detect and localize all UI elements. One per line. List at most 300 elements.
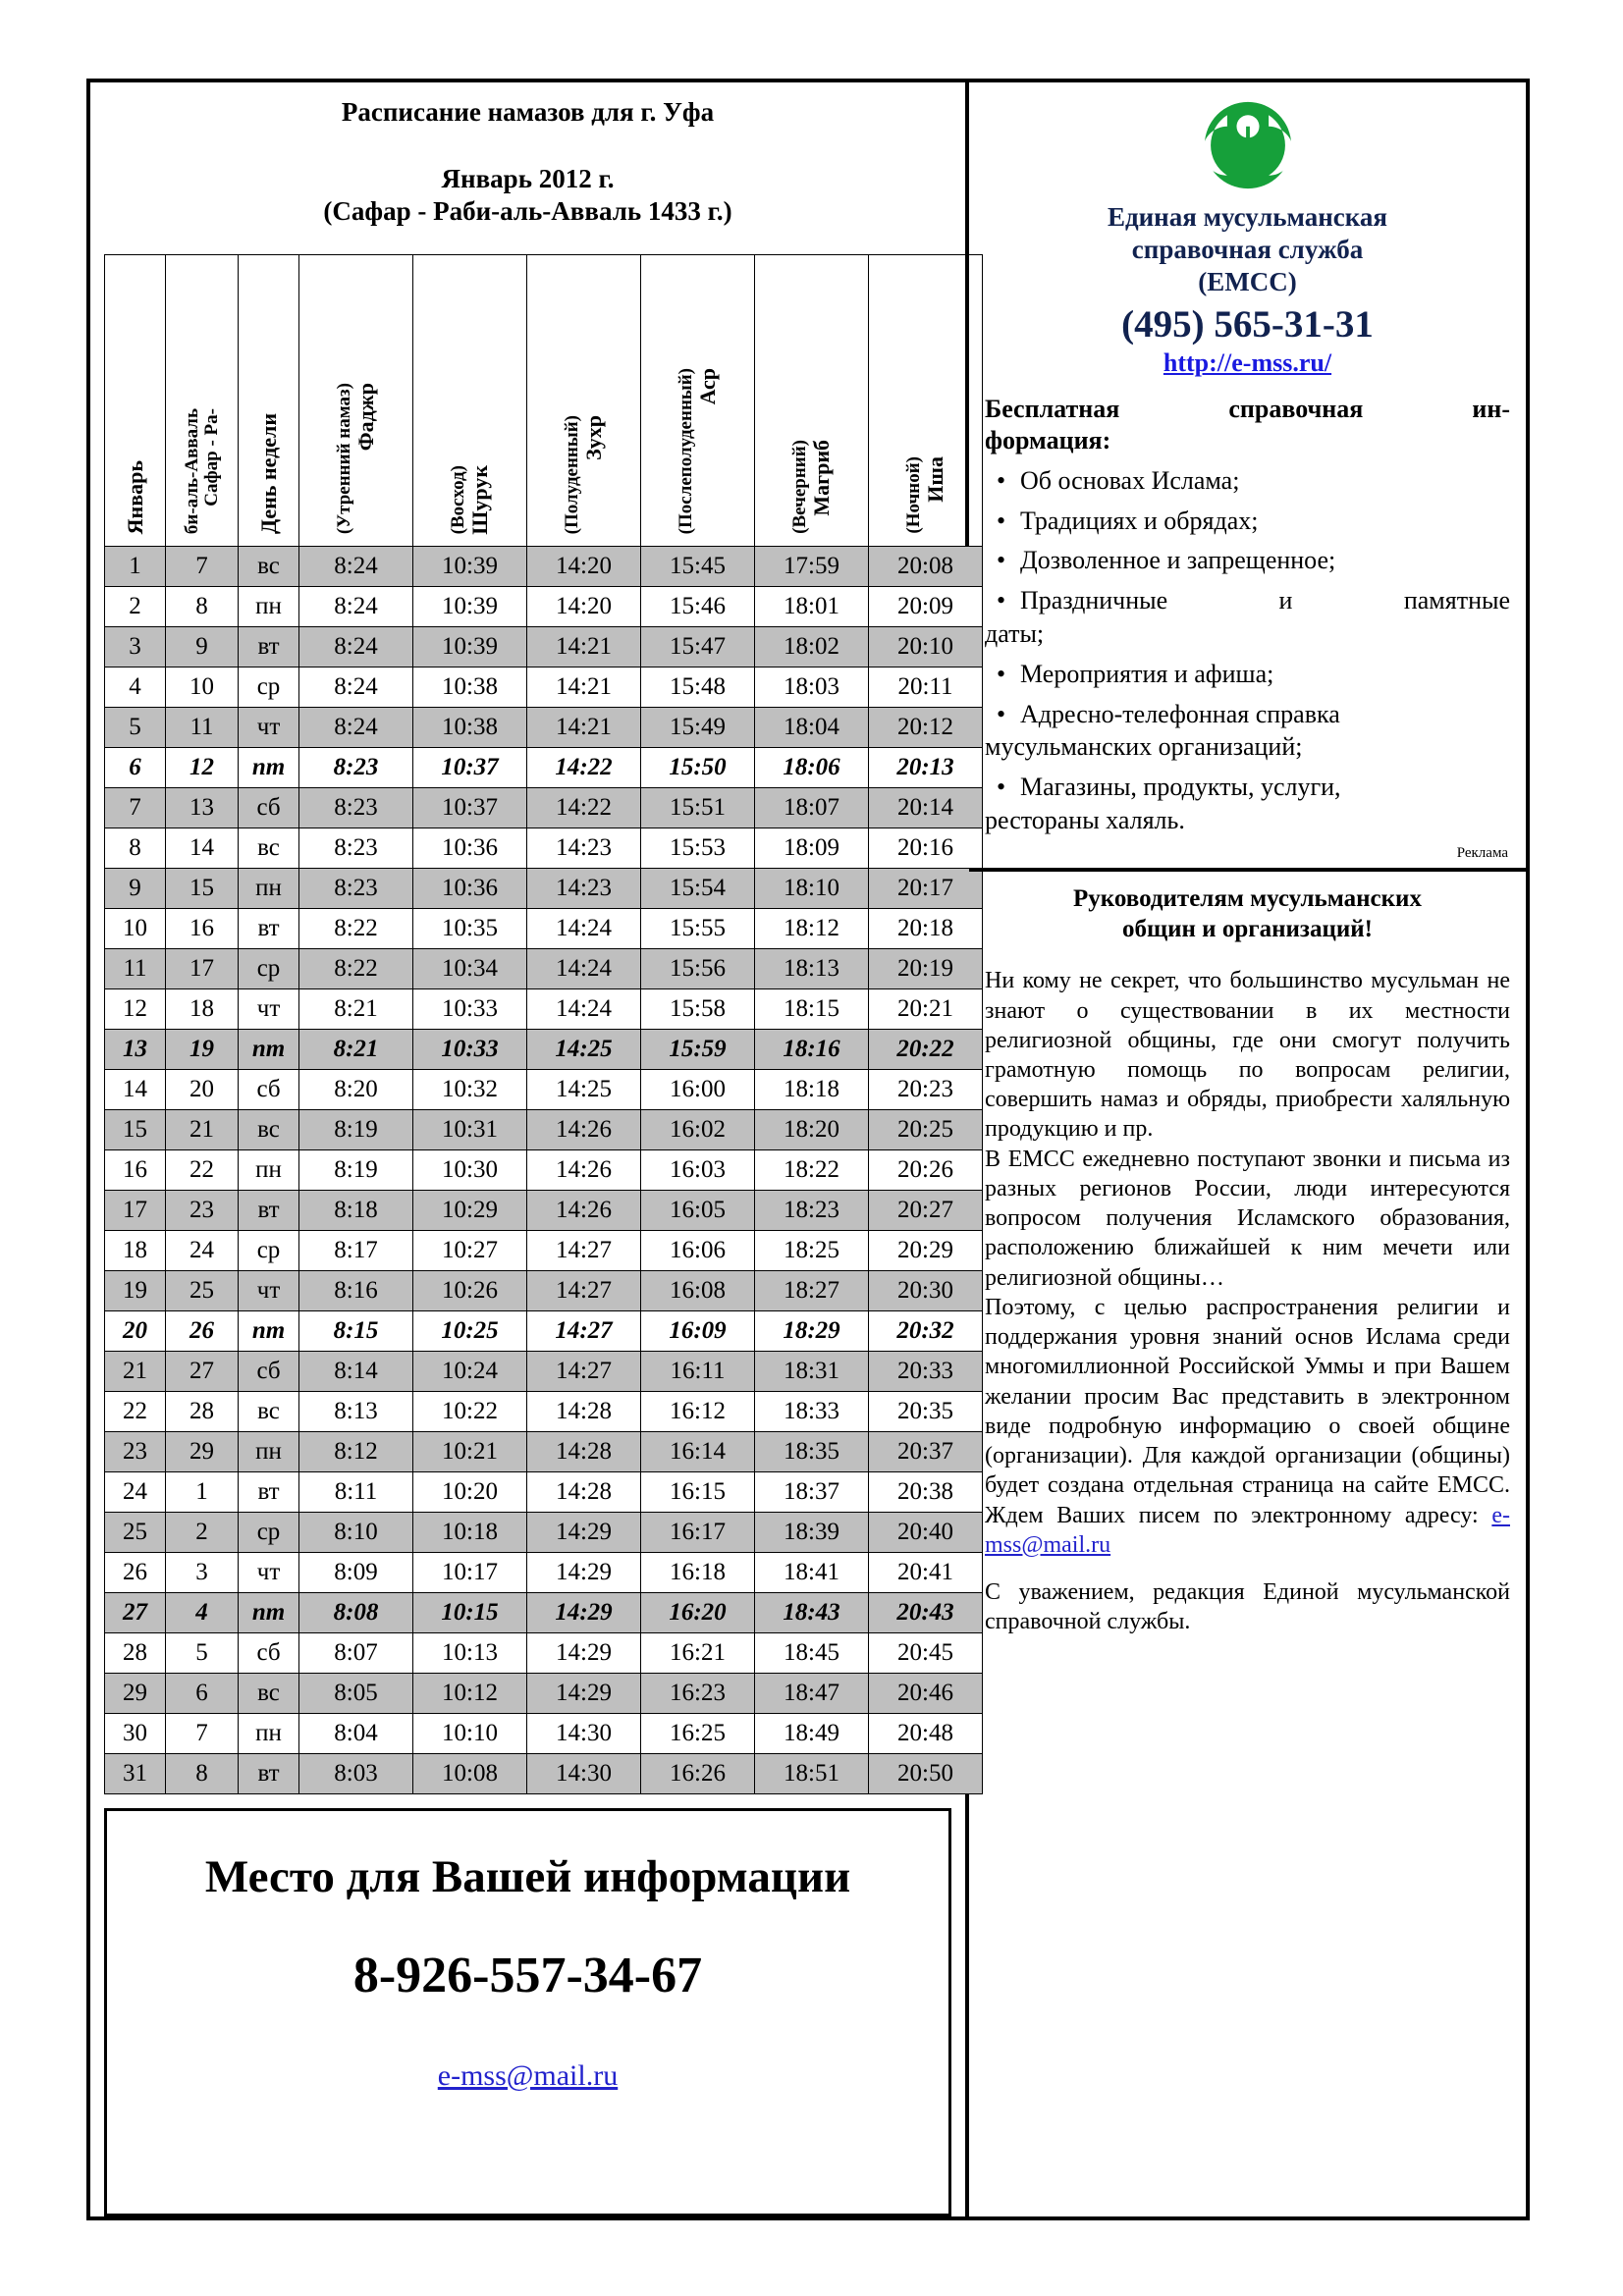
cell-magrib: 17:59 [755, 547, 869, 587]
cell-fajr: 8:24 [299, 667, 413, 708]
cell-wd: вт [239, 909, 299, 949]
cell-shuruk: 10:24 [413, 1352, 527, 1392]
cell-isha: 20:43 [869, 1593, 983, 1633]
cell-asr: 16:12 [641, 1392, 755, 1432]
cell-wd: вс [239, 828, 299, 869]
cell-fajr: 8:21 [299, 989, 413, 1030]
cell-asr: 15:58 [641, 989, 755, 1030]
bullet-icon: • [997, 773, 1006, 802]
cell-isha: 20:09 [869, 587, 983, 627]
cell-hijri: 17 [166, 949, 239, 989]
service-info-panel [969, 82, 1526, 872]
list-item [985, 544, 1510, 577]
cell-hijri: 25 [166, 1271, 239, 1311]
cell-fajr: 8:22 [299, 909, 413, 949]
cell-day: 10 [105, 909, 166, 949]
cell-isha: 20:46 [869, 1674, 983, 1714]
list-item-continuation [985, 804, 1510, 837]
cell-shuruk: 10:20 [413, 1472, 527, 1513]
cell-magrib: 18:16 [755, 1030, 869, 1070]
col-header-hijri-label: Сафар - Ра- [200, 407, 222, 507]
table-row [105, 627, 983, 667]
cell-asr: 16:25 [641, 1714, 755, 1754]
cell-day: 9 [105, 869, 166, 909]
col-header-shuruk-sub: (Восход) [447, 464, 468, 534]
cell-hijri: 16 [166, 909, 239, 949]
cell-hijri: 27 [166, 1352, 239, 1392]
cell-hijri: 2 [166, 1513, 239, 1553]
cell-shuruk: 10:27 [413, 1231, 527, 1271]
cell-magrib: 18:35 [755, 1432, 869, 1472]
cell-shuruk: 10:33 [413, 989, 527, 1030]
ad-email-link[interactable]: e-mss@mail.ru [437, 2059, 619, 2093]
cell-shuruk: 10:26 [413, 1271, 527, 1311]
cell-fajr: 8:23 [299, 869, 413, 909]
cell-wd: пн [239, 587, 299, 627]
cell-zuhr: 14:27 [527, 1352, 641, 1392]
cell-zuhr: 14:29 [527, 1513, 641, 1553]
cell-shuruk: 10:39 [413, 547, 527, 587]
appeal-title-line1: Руководителям мусульманских [1073, 884, 1422, 912]
cell-shuruk: 10:39 [413, 587, 527, 627]
appeal-paragraph-4: С уважением, редакция Единой мусульманской справочной службы. [985, 1578, 1510, 1635]
cell-isha: 20:35 [869, 1392, 983, 1432]
cell-asr: 15:49 [641, 708, 755, 748]
table-row [105, 547, 983, 587]
cell-wd: ср [239, 949, 299, 989]
cell-isha: 20:17 [869, 869, 983, 909]
cell-day: 23 [105, 1432, 166, 1472]
cell-magrib: 18:27 [755, 1271, 869, 1311]
table-row [105, 828, 983, 869]
cell-isha: 20:29 [869, 1231, 983, 1271]
cell-zuhr: 14:25 [527, 1070, 641, 1110]
cell-day: 14 [105, 1070, 166, 1110]
col-header-gregorian-label: Январь [122, 459, 147, 534]
cell-asr: 16:20 [641, 1593, 755, 1633]
col-header-zuhr-label: Зухр [580, 414, 606, 460]
cell-isha: 20:13 [869, 748, 983, 788]
cell-shuruk: 10:31 [413, 1110, 527, 1150]
table-row [105, 909, 983, 949]
bullet-icon: • [997, 465, 1006, 495]
cell-shuruk: 10:08 [413, 1754, 527, 1794]
cell-hijri: 3 [166, 1553, 239, 1593]
cell-magrib: 18:23 [755, 1191, 869, 1231]
cell-isha: 20:25 [869, 1110, 983, 1150]
cell-fajr: 8:08 [299, 1593, 413, 1633]
cell-hijri: 20 [166, 1070, 239, 1110]
cell-fajr: 8:21 [299, 1030, 413, 1070]
list-item-label: Дозволенное и запрещенное; [1020, 546, 1336, 575]
cell-hijri: 14 [166, 828, 239, 869]
cell-asr: 15:56 [641, 949, 755, 989]
cell-zuhr: 14:29 [527, 1553, 641, 1593]
cell-hijri: 7 [166, 547, 239, 587]
cell-magrib: 18:13 [755, 949, 869, 989]
cell-hijri: 6 [166, 1674, 239, 1714]
bullet-icon: • [997, 506, 1006, 535]
organization-name [985, 201, 1510, 298]
cell-isha: 20:41 [869, 1553, 983, 1593]
cell-shuruk: 10:13 [413, 1633, 527, 1674]
table-row [105, 587, 983, 627]
cell-zuhr: 14:29 [527, 1633, 641, 1674]
cell-asr: 16:08 [641, 1271, 755, 1311]
cell-hijri: 23 [166, 1191, 239, 1231]
col-header-asr [641, 255, 755, 547]
cell-zuhr: 14:27 [527, 1271, 641, 1311]
cell-magrib: 18:02 [755, 627, 869, 667]
cell-isha: 20:11 [869, 667, 983, 708]
cell-hijri: 4 [166, 1593, 239, 1633]
cell-zuhr: 14:21 [527, 708, 641, 748]
cell-day: 16 [105, 1150, 166, 1191]
cell-asr: 16:14 [641, 1432, 755, 1472]
col-header-zuhr-sub: (Полуденный) [561, 414, 582, 534]
service-bullet-list [985, 464, 1510, 837]
cell-day: 5 [105, 708, 166, 748]
cell-day: 25 [105, 1513, 166, 1553]
cell-isha: 20:30 [869, 1271, 983, 1311]
cell-hijri: 26 [166, 1311, 239, 1352]
right-column [969, 82, 1526, 2216]
cell-fajr: 8:05 [299, 1674, 413, 1714]
cell-wd: сб [239, 788, 299, 828]
col-header-magrib-label: Магриб [808, 440, 834, 516]
cell-asr: 16:09 [641, 1311, 755, 1352]
table-row [105, 1311, 983, 1352]
cell-hijri: 19 [166, 1030, 239, 1070]
col-header-isha [869, 255, 983, 547]
title-block [90, 82, 965, 237]
cell-shuruk: 10:17 [413, 1553, 527, 1593]
cell-asr: 15:45 [641, 547, 755, 587]
cell-zuhr: 14:30 [527, 1754, 641, 1794]
cell-fajr: 8:12 [299, 1432, 413, 1472]
emss-logo-icon [1201, 98, 1295, 192]
cell-asr: 15:46 [641, 587, 755, 627]
cell-fajr: 8:13 [299, 1392, 413, 1432]
cell-wd: пн [239, 1714, 299, 1754]
free-info-heading [985, 394, 1510, 457]
bullet-icon: • [997, 546, 1006, 575]
table-row [105, 949, 983, 989]
cell-magrib: 18:37 [755, 1472, 869, 1513]
list-item [985, 771, 1510, 804]
cell-asr: 16:11 [641, 1352, 755, 1392]
cell-zuhr: 14:20 [527, 547, 641, 587]
cell-magrib: 18:18 [755, 1070, 869, 1110]
cell-asr: 15:51 [641, 788, 755, 828]
list-item-label: Адресно-телефонная справка [1020, 699, 1340, 728]
cell-zuhr: 14:22 [527, 748, 641, 788]
cell-fajr: 8:19 [299, 1150, 413, 1191]
cell-fajr: 8:23 [299, 828, 413, 869]
cell-isha: 20:23 [869, 1070, 983, 1110]
cell-magrib: 18:25 [755, 1231, 869, 1271]
cell-magrib: 18:15 [755, 989, 869, 1030]
cell-shuruk: 10:36 [413, 828, 527, 869]
logo-wrapper [985, 98, 1510, 197]
list-item-continuation [985, 617, 1510, 651]
cell-zuhr: 14:26 [527, 1110, 641, 1150]
cell-asr: 16:02 [641, 1110, 755, 1150]
cell-isha: 20:22 [869, 1030, 983, 1070]
cell-shuruk: 10:36 [413, 869, 527, 909]
cell-fajr: 8:03 [299, 1754, 413, 1794]
cell-asr: 15:53 [641, 828, 755, 869]
table-row [105, 1553, 983, 1593]
cell-asr: 16:15 [641, 1472, 755, 1513]
schedule-table-wrapper [90, 237, 965, 1794]
table-row [105, 1674, 983, 1714]
cell-hijri: 29 [166, 1432, 239, 1472]
free-info-heading-line1: Бесплатная справочная ин- [985, 394, 1510, 423]
cell-hijri: 12 [166, 748, 239, 788]
cell-day: 4 [105, 667, 166, 708]
cell-magrib: 18:51 [755, 1754, 869, 1794]
col-header-weekday [239, 255, 299, 547]
cell-shuruk: 10:29 [413, 1191, 527, 1231]
cell-wd: вс [239, 1110, 299, 1150]
cell-isha: 20:32 [869, 1311, 983, 1352]
bullet-icon: • [997, 659, 1006, 688]
appeal-paragraph-2: В ЕМСС ежедневно поступают звонки и письма из разных регионов России, люди интересуются вопросом получения Исламского образования, расположению ближайшей к ним мечети или религиозной общины… [985, 1146, 1510, 1291]
cell-shuruk: 10:38 [413, 667, 527, 708]
list-item [985, 658, 1510, 691]
cell-wd: вс [239, 1392, 299, 1432]
cell-magrib: 18:07 [755, 788, 869, 828]
org-phone-number: (495) 565-31-31 [1121, 302, 1374, 346]
cell-isha: 20:48 [869, 1714, 983, 1754]
list-item-continuation [985, 730, 1510, 764]
cell-day: 19 [105, 1271, 166, 1311]
cell-wd: пн [239, 1432, 299, 1472]
cell-shuruk: 10:39 [413, 627, 527, 667]
cell-shuruk: 10:25 [413, 1311, 527, 1352]
cell-magrib: 18:47 [755, 1674, 869, 1714]
col-header-isha-sub: (Ночной) [902, 456, 924, 534]
cell-hijri: 5 [166, 1633, 239, 1674]
cell-day: 18 [105, 1231, 166, 1271]
cell-isha: 20:19 [869, 949, 983, 989]
cell-day: 30 [105, 1714, 166, 1754]
cell-fajr: 8:16 [299, 1271, 413, 1311]
cell-fajr: 8:24 [299, 587, 413, 627]
cell-zuhr: 14:28 [527, 1392, 641, 1432]
cell-isha: 20:40 [869, 1513, 983, 1553]
table-row [105, 1030, 983, 1070]
col-header-fajr [299, 255, 413, 547]
cell-hijri: 18 [166, 989, 239, 1030]
table-row [105, 1513, 983, 1553]
cell-day: 7 [105, 788, 166, 828]
table-row [105, 1352, 983, 1392]
cell-asr: 15:47 [641, 627, 755, 667]
cell-fajr: 8:23 [299, 748, 413, 788]
col-header-fajr-sub: (Утренний намаз) [333, 382, 354, 534]
table-row [105, 1633, 983, 1674]
cell-magrib: 18:04 [755, 708, 869, 748]
col-header-magrib [755, 255, 869, 547]
cell-wd: пн [239, 869, 299, 909]
cell-zuhr: 14:28 [527, 1432, 641, 1472]
cell-isha: 20:14 [869, 788, 983, 828]
cell-wd: сб [239, 1633, 299, 1674]
cell-fajr: 8:19 [299, 1110, 413, 1150]
cell-isha: 20:37 [869, 1432, 983, 1472]
cell-hijri: 10 [166, 667, 239, 708]
cell-zuhr: 14:21 [527, 627, 641, 667]
cell-magrib: 18:39 [755, 1513, 869, 1553]
cell-day: 15 [105, 1110, 166, 1150]
cell-fajr: 8:11 [299, 1472, 413, 1513]
appeal-title-line2: общин и организаций! [1122, 916, 1373, 943]
cell-fajr: 8:04 [299, 1714, 413, 1754]
cell-wd: сб [239, 1070, 299, 1110]
cell-wd: вт [239, 1754, 299, 1794]
cell-magrib: 18:41 [755, 1553, 869, 1593]
cell-day: 6 [105, 748, 166, 788]
table-row [105, 1191, 983, 1231]
cell-wd: вт [239, 1472, 299, 1513]
org-name-line1: Единая мусульманская [1107, 202, 1388, 232]
cell-zuhr: 14:21 [527, 667, 641, 708]
table-row [105, 1150, 983, 1191]
cell-hijri: 8 [166, 587, 239, 627]
cell-asr: 16:17 [641, 1513, 755, 1553]
cell-isha: 20:12 [869, 708, 983, 748]
list-item [985, 505, 1510, 538]
table-row [105, 869, 983, 909]
cell-hijri: 13 [166, 788, 239, 828]
cell-wd: пт [239, 1311, 299, 1352]
cell-isha: 20:08 [869, 547, 983, 587]
cell-zuhr: 14:25 [527, 1030, 641, 1070]
ad-phone-number: 8-926-557-34-67 [352, 1948, 703, 2004]
cell-wd: вт [239, 627, 299, 667]
col-header-hijri [166, 255, 239, 547]
cell-magrib: 18:09 [755, 828, 869, 869]
cell-asr: 16:00 [641, 1070, 755, 1110]
cell-fajr: 8:15 [299, 1311, 413, 1352]
appeal-email-link[interactable]: e-mss@mail.ru [985, 1502, 1510, 1558]
cell-isha: 20:38 [869, 1472, 983, 1513]
list-item-label: Традициях и обрядах; [1020, 506, 1259, 535]
cell-day: 27 [105, 1593, 166, 1633]
cell-fajr: 8:23 [299, 788, 413, 828]
cell-magrib: 18:49 [755, 1714, 869, 1754]
reklama-label: Реклама [1456, 844, 1508, 861]
cell-isha: 20:50 [869, 1754, 983, 1794]
page-title: Расписание намазов для г. Уфа [341, 97, 715, 127]
cell-asr: 15:54 [641, 869, 755, 909]
cell-asr: 15:59 [641, 1030, 755, 1070]
cell-wd: ср [239, 1231, 299, 1271]
cell-magrib: 18:45 [755, 1633, 869, 1674]
cell-fajr: 8:10 [299, 1513, 413, 1553]
table-row [105, 1070, 983, 1110]
cell-asr: 15:55 [641, 909, 755, 949]
table-row [105, 1432, 983, 1472]
col-header-shuruk [413, 255, 527, 547]
table-row [105, 1754, 983, 1794]
cell-day: 29 [105, 1674, 166, 1714]
cell-magrib: 18:06 [755, 748, 869, 788]
list-item [985, 464, 1510, 498]
col-header-zuhr [527, 255, 641, 547]
cell-fajr: 8:22 [299, 949, 413, 989]
cell-day: 17 [105, 1191, 166, 1231]
cell-day: 28 [105, 1633, 166, 1674]
cell-wd: вс [239, 547, 299, 587]
free-info-heading-line2: формация: [985, 426, 1111, 455]
list-item-label: Мероприятия и афиша; [1020, 659, 1274, 688]
cell-isha: 20:18 [869, 909, 983, 949]
appeal-paragraph-3 [985, 1293, 1510, 1560]
list-item-label: рестораны халяль. [985, 805, 1185, 834]
cell-shuruk: 10:37 [413, 788, 527, 828]
month-subtitle: Январь 2012 г. [441, 164, 615, 194]
cell-day: 31 [105, 1754, 166, 1794]
cell-fajr: 8:20 [299, 1070, 413, 1110]
cell-zuhr: 14:29 [527, 1593, 641, 1633]
cell-shuruk: 10:15 [413, 1593, 527, 1633]
cell-asr: 16:26 [641, 1754, 755, 1794]
cell-hijri: 1 [166, 1472, 239, 1513]
cell-shuruk: 10:10 [413, 1714, 527, 1754]
cell-fajr: 8:24 [299, 547, 413, 587]
table-row [105, 1110, 983, 1150]
cell-shuruk: 10:22 [413, 1392, 527, 1432]
cell-zuhr: 14:26 [527, 1150, 641, 1191]
cell-wd: вт [239, 1191, 299, 1231]
cell-asr: 16:21 [641, 1633, 755, 1674]
cell-asr: 16:03 [641, 1150, 755, 1191]
appeal-paragraph-3-text: Поэтому, с целью распространения религии и поддержания уровня знаний основ Ислама среди многомиллионной Российской Уммы и при Вашем желании просим Вас представить в электронном виде подробную информацию о своей общине (организации). Для каждой организации (общины) будет создана отдельная страница на сайте ЕМСС. Ждем Ваших писем по электронному адресу: [985, 1294, 1510, 1528]
cell-hijri: 24 [166, 1231, 239, 1271]
cell-magrib: 18:01 [755, 587, 869, 627]
list-item [985, 584, 1510, 617]
cell-asr: 16:05 [641, 1191, 755, 1231]
cell-wd: пн [239, 1150, 299, 1191]
cell-magrib: 18:20 [755, 1110, 869, 1150]
ad-headline: Место для Вашей информации [204, 1851, 851, 1903]
cell-day: 20 [105, 1311, 166, 1352]
col-header-gregorian [105, 255, 166, 547]
org-website-link[interactable]: http://e-mss.ru/ [1163, 347, 1332, 377]
cell-hijri: 7 [166, 1714, 239, 1754]
table-row [105, 1392, 983, 1432]
document-page [86, 79, 1530, 2220]
list-item-label: Об основах Ислама; [1020, 465, 1240, 495]
appeal-panel [969, 872, 1526, 2216]
cell-day: 12 [105, 989, 166, 1030]
cell-asr: 16:23 [641, 1674, 755, 1714]
cell-magrib: 18:43 [755, 1593, 869, 1633]
cell-shuruk: 10:32 [413, 1070, 527, 1110]
cell-isha: 20:21 [869, 989, 983, 1030]
cell-hijri: 9 [166, 627, 239, 667]
cell-isha: 20:45 [869, 1633, 983, 1674]
hijri-subtitle: (Сафар - Раби-аль-Авваль 1433 г.) [323, 195, 732, 226]
table-row [105, 1271, 983, 1311]
cell-wd: вс [239, 1674, 299, 1714]
cell-day: 13 [105, 1030, 166, 1070]
cell-wd: сб [239, 1352, 299, 1392]
cell-isha: 20:16 [869, 828, 983, 869]
